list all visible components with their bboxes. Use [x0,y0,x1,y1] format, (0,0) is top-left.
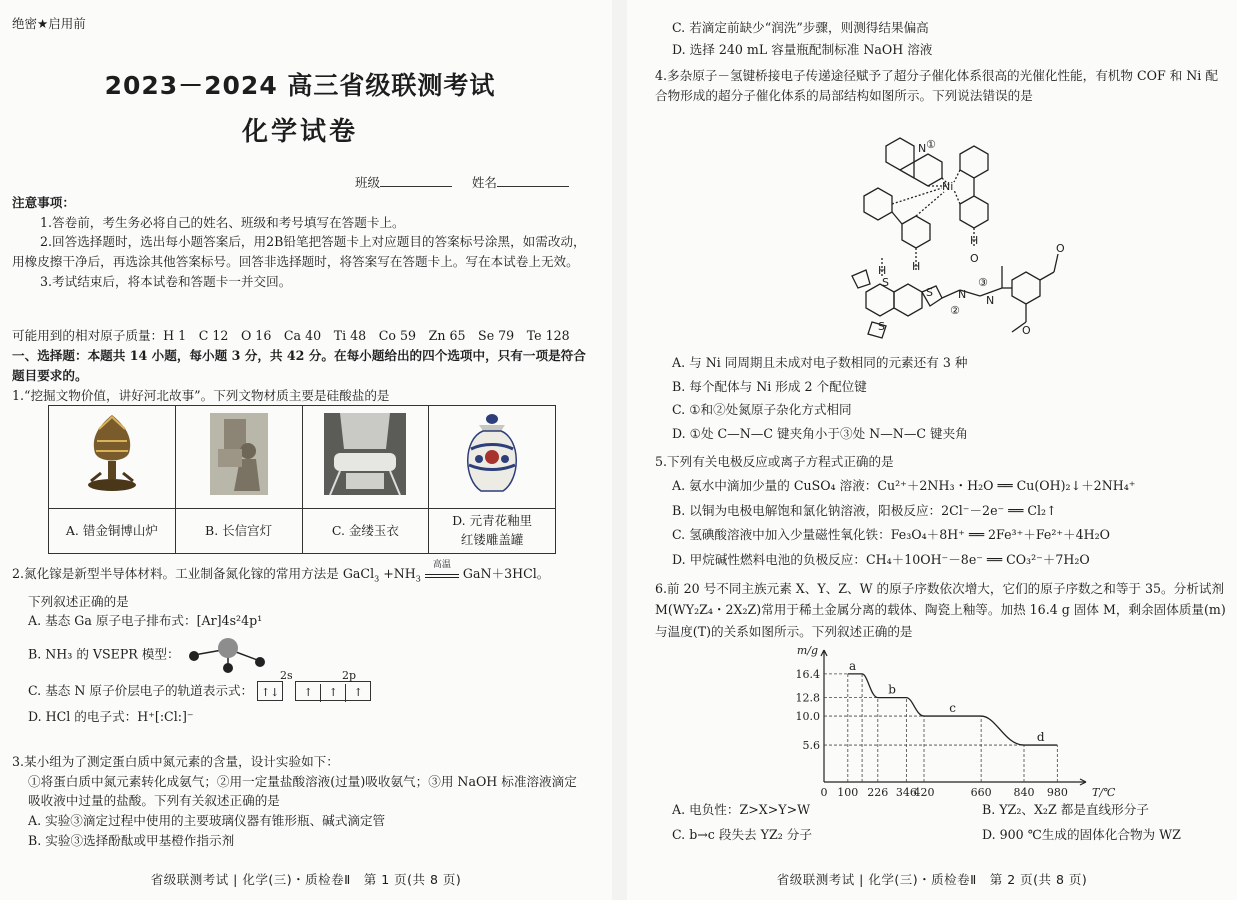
q4-option-b[interactable]: B. 每个配体与 Ni 形成 2 个配位键 [672,378,867,394]
struct-label-1: ① [926,138,936,151]
struct-O-label-2: O [1056,242,1065,255]
q2-option-c[interactable] [12,668,587,702]
x-tick-5: 660 [970,786,992,799]
artifact-image-b [175,406,302,509]
q1-artifact-table [48,405,556,554]
q3-continued [672,18,1232,59]
q3-steps: ①将蛋白质中氮元素转化成氨气；②用一定量盐酸溶液(过量)吸收氨气；③用 NaOH 标准溶液滴定吸收液中过量的盐酸。下列有关叙述正确的是 [28,773,577,809]
notes-block [12,193,587,291]
orbital-2p-label: 2p [342,668,357,682]
q6-option-b[interactable]: B. YZ₂、X₂Z 都是直线形分子 [982,802,1149,817]
class-name-fields [355,173,569,193]
struct-N-label-1: N [918,142,927,155]
q3-block [12,752,587,850]
q5-stem: 5.下列有关电极反应或离子方程式正确的是 [655,454,894,469]
q2-stem: 2.氮化镓是新型半导体材料。工业制备氮化镓的常用方法是 GaCl$_3$ $+NH_3$ 高温 GaN＋3HCl。 [12,559,550,584]
q4-stem: 4.多杂原子－氢键桥接电子传递途径赋予了超分子催化体系很高的光催化性能，有机物 COF 和 Ni 配合物形成的超分子催化体系的局部结构如图所示。下列说法错误的是 [655,68,1218,103]
point-label-d: d [1036,730,1045,745]
point-label-a: a [848,658,857,673]
name-blank[interactable] [497,174,569,187]
x-tick-4: 420 [913,786,935,799]
q3-option-a[interactable]: A. 实验③滴定过程中使用的主要玻璃仪器有锥形瓶、碱式滴定管 [28,812,386,828]
struct-N-label-2: N [958,288,967,301]
q1-stem: 1.“挖掘文物价值，讲好河北故事”。下列文物材质主要是硅酸盐的是 [12,388,390,403]
jar-icon [457,409,527,499]
class-label: 班级 [355,175,381,190]
orbital-2s-label: 2s [280,668,293,682]
atomic-masses: 可能用到的相对原子质量：H 1 C 12 O 16 Ca 40 Ti 48 Co 59 Zn 65 Se 79 Te 128 [12,328,570,343]
orbital-2p-box: ↑ ↑ ↑ [295,681,371,701]
q4-option-a[interactable]: A. 与 Ni 同周期且未成对电子数相同的元素还有 3 种 [672,355,968,370]
q6-options [672,800,1232,844]
q2-stem-part2: +NH [383,566,416,581]
y-tick-2: 10.0 [795,710,820,724]
lamp-icon [204,409,274,499]
q2-question: 下列叙述正确的是 [28,593,129,609]
q5-option-a[interactable]: A. 氨水中滴加少量的 CuSO₄ 溶液：Cu²⁺＋2NH₃・H₂O ══ Cu(OH)₂↓＋2NH₄⁺ [672,478,1136,493]
q5-option-c[interactable]: C. 氢碘酸溶液中加入少量磁性氧化铁：Fe₃O₄＋8H⁺ ══ 2Fe³⁺＋Fe²⁺＋4H₂O [672,527,1110,543]
q2-option-b[interactable] [12,637,587,673]
q3-option-c[interactable]: C. 若滴定前缺少“润洗”步骤，则测得结果偏高 [672,20,929,35]
y-axis-label: m/g [796,644,818,657]
x-tick-1: 100 [837,786,859,799]
q1-option-a[interactable]: A. 错金铜博山炉 [49,509,176,554]
jade-suit-icon [320,409,410,499]
exam-subject: 化学试卷 [241,117,358,147]
q2-stem-part1: 2.氮化镓是新型半导体材料。工业制备氮化镓的常用方法是 GaCl [12,566,375,581]
q5-option-b[interactable]: B. 以铜为电极电解饱和氯化钠溶液，阳极反应：2Cl⁻－2e⁻ ══ Cl₂↑ [672,502,1057,518]
q6-option-a[interactable]: A. 电负性：Z>X>Y>W [672,802,811,817]
mass-temperature-chart [782,644,1116,802]
q2-stem-part3: GaN＋3HCl。 [462,566,550,581]
struct-Ni-label: Ni [942,180,954,193]
x-tick-7: 980 [1046,786,1068,799]
exam-page-2 [627,0,1237,900]
y-tick-3: 5.6 [802,739,820,753]
q6-stem: 6.前 20 号不同主族元素 X、Y、Z、W 的原子序数依次增大，它们的原子序数之和等于 35。分析试剂 M(WY₂Z₄・2X₂Z)常用于稀土金属分离的载体、陶瓷上釉等。加热 16.4 g 固体 M，剩余固体质量(m)与温度(T)的关系如图所示。下列叙述正确的是 [655,581,1226,639]
y-tick-1: 12.8 [795,691,820,705]
q2-block [12,559,587,727]
point-label-c: c [949,701,956,716]
point-label-b: b [888,682,896,697]
struct-O-label-3: O [1022,324,1031,337]
exam-page-1 [0,0,612,900]
q4-option-c[interactable]: C. ①和②处氮原子杂化方式相同 [672,402,852,418]
struct-S-label-1: S [882,276,889,289]
q5-option-d[interactable]: D. 甲烷碱性燃料电池的负极反应：CH₄＋10OH⁻－8e⁻ ══ CO₃²⁻＋7H₂O [672,551,1090,567]
q1-option-c[interactable]: C. 金缕玉衣 [302,509,429,554]
artifact-image-c [302,406,429,509]
q3-option-d[interactable]: D. 选择 240 mL 容量瓶配制标准 NaOH 溶液 [672,41,933,57]
y-tick-0: 16.4 [795,667,820,681]
struct-N-label-3: N [986,294,995,307]
x-tick-2: 226 [867,786,889,799]
struct-label-2: ② [950,304,960,317]
q2-option-c-text: C. 基态 N 原子价层电子的轨道表示式： [28,682,254,698]
q3-stem: 3.某小组为了测定蛋白质中氮元素的含量，设计实验如下： [12,754,339,769]
q3-option-b[interactable]: B. 实验③选择酚酞或甲基橙作指示剂 [28,832,235,848]
q5-options [672,476,1232,570]
section-heading: 一、选择题：本题共 14 小题，每小题 3 分，共 42 分。在每小题给出的四个选项中，只有一项是符合题目要求的。 [12,348,586,383]
x-tick-0: 0 [820,786,828,799]
x-tick-3: 346 [895,786,917,799]
struct-H-label-3: H [970,234,979,247]
x-axis-label: T/℃ [1092,786,1116,799]
struct-O-label: O [970,252,979,265]
struct-S-label-2: S [926,286,933,299]
orbital-2s-box: ↑↓ [257,681,283,701]
q4-options [672,353,1232,444]
q2-option-a[interactable]: A. 基态 Ga 原子电子排布式：[Ar]4s²4p¹ [28,613,263,629]
note-3: 3.考试结束后，将本试卷和答题卡一并交回。 [40,273,292,289]
name-label: 姓名 [471,175,497,190]
supramolecular-structure-diagram [842,126,1072,346]
q6-option-c[interactable]: C. b→c 段失去 YZ₂ 分子 [672,826,812,842]
note-2: 2.回答选择题时，选出每小题答案后，用2B铅笔把答题卡上对应题目的答案标号涂黑，如需改动，用橡皮擦干净后，再选涂其他答案标号。回答非选择题时，将答案写在答题卡上。写在本试卷上无效。 [12,234,586,269]
q6-options-row-1 [672,800,1232,820]
notes-heading: 注意事项： [12,195,75,210]
exam-title: 2023－2024 高三省级联测考试 [104,71,496,100]
reaction-condition: 高温 [432,559,451,570]
x-tick-6: 840 [1013,786,1035,799]
page-1-footer: 省级联测考试 | 化学(三)・质检卷Ⅱ 第 1 页(共 8 页) [150,872,462,887]
artifact-image-a [49,406,176,509]
q2-option-b-text: B. NH₃ 的 VSEPR 模型： [28,646,180,662]
q2-option-d[interactable]: D. HCl 的电子式：H⁺[:Cl:]⁻ [28,709,194,725]
q1-option-b[interactable]: B. 长信宫灯 [175,509,302,554]
censer-icon [77,409,147,499]
confidential-mark: 绝密★启用前 [12,16,86,31]
vsepr-model-icon [184,637,270,673]
struct-H-label-1: H [912,260,921,273]
struct-S-label-3: S [878,320,885,333]
artifact-image-d [429,406,556,509]
q1-option-d[interactable]: D. 元青花釉里红镂雕盖罐 [429,509,556,554]
q6-options-row-2 [672,825,1232,845]
q4-option-d[interactable]: D. ①处 C—N—C 键夹角小于③处 N—N—C 键夹角 [672,425,968,441]
reaction-arrow [425,559,459,578]
note-1: 1.答卷前，考生务必将自己的姓名、班级和考号填写在答题卡上。 [40,214,405,230]
q6-option-d[interactable]: D. 900 ℃生成的固体化合物为 WZ [982,826,1181,842]
class-blank[interactable] [380,174,452,187]
struct-H-label-2: H [878,264,887,277]
page-2-footer: 省级联测考试 | 化学(三)・质检卷Ⅱ 第 2 页(共 8 页) [776,872,1088,887]
struct-label-3: ③ [978,276,988,289]
